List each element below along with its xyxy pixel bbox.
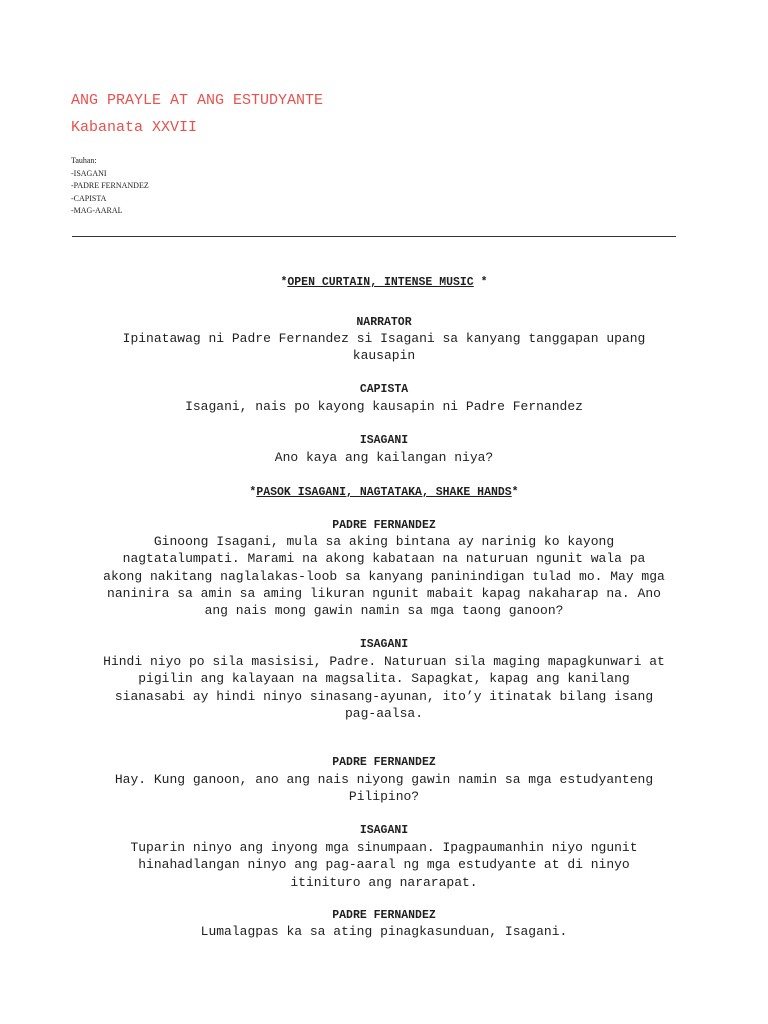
dialogue-line: kausapin (352, 348, 416, 364)
dialogue-line: Tuparin ninyo ang inyong mga sinumpaan. Ipagpaumanhin niyo ngunit (130, 840, 638, 855)
dialogue-line: ang nais mong gawin namin sa mga taong ganoon? (204, 603, 564, 619)
dialogue-line: Ipinatawag ni Padre Fernandez si Isagani sa kanyang tanggapan upang (122, 331, 646, 346)
dialogue-line: sianasabi ay hindi ninyo sinasang-ayunan, ito’y itinatak bilang isang (114, 688, 654, 704)
dialogue-line: Ginoong Isagani, mula sa aking bintana ay narinig ko kayong (153, 534, 615, 549)
speaker-name: ISAGANI (359, 638, 409, 651)
dialogue (60, 653, 708, 722)
dialogue-line: hinahadlangan ninyo ang pag-aaral ng mga estudyante at di ninyo (138, 857, 630, 873)
stage-direction (60, 274, 708, 291)
dialogue (60, 398, 708, 415)
dialogue-line: Hindi niyo po sila masisisi, Padre. Naturuan sila maging mapagkunwari at (103, 654, 665, 669)
speaker-name: ISAGANI (359, 434, 409, 447)
stage-direction-text: OPEN CURTAIN, INTENSE MUSIC (287, 276, 474, 289)
dialogue-line: Hay. Kung ganoon, ano ang nais niyong gawin namin sa mga estudyanteng (114, 772, 654, 787)
speaker-name: CAPISTA (359, 383, 409, 396)
speaker-name: NARRATOR (356, 316, 412, 329)
stage-direction-marker: * (249, 486, 257, 499)
dialogue-line: Isagani, nais po kayong kausapin ni Padre Fernandez (185, 399, 583, 414)
dialogue (60, 839, 708, 891)
stage-direction (60, 484, 708, 501)
stage-direction-marker: * (511, 486, 519, 499)
speaker-name: PADRE FERNANDEZ (332, 756, 436, 769)
dialogue-line: Lumalagpas ka sa ating pinagkasunduan, Isagani. (200, 924, 568, 939)
dialogue-line: akong nakitang naglalakas-loob sa kanyang paninindigan tulad mo. May mga (103, 568, 665, 584)
cast-member: -CAPISTA (71, 193, 107, 203)
dialogue (60, 330, 708, 365)
dialogue-line: naninira sa amin sa aming likuran ngunit mabait kapag nakaharap na. Ano (107, 585, 661, 601)
dialogue (60, 771, 708, 806)
stage-direction-text: PASOK ISAGANI, NAGTATAKA, SHAKE HANDS (256, 486, 512, 499)
dialogue (60, 923, 708, 940)
dialogue-line: Pilipino? (348, 789, 420, 805)
dialogue-line: pigilin ang kalayaan na magsalita. Sapagkat, kapag ang kanilang (138, 671, 630, 687)
dialogue (60, 449, 708, 466)
cast-member: -ISAGANI (71, 168, 107, 178)
stage-direction-marker: * (473, 276, 488, 289)
document-title: ANG PRAYLE AT ANG ESTUDYANTE (71, 92, 324, 109)
cast-heading: Tauhan: (71, 156, 97, 165)
cast-member: -MAG-AARAL (71, 206, 123, 216)
dialogue (60, 533, 708, 619)
dialogue-line: pag-aalsa. (344, 705, 423, 721)
speaker-name: PADRE FERNANDEZ (332, 909, 436, 922)
speaker-name: PADRE FERNANDEZ (332, 519, 436, 532)
stage-direction-marker: * (280, 276, 288, 289)
horizontal-divider (72, 236, 676, 237)
chapter-subtitle: Kabanata XXVII (71, 119, 198, 136)
dialogue-line: itinituro ang nararapat. (290, 874, 478, 890)
dialogue-line: nagtatalumpati. Marami na akong kabataan na naturuan ngunit wala pa (122, 551, 646, 567)
dialogue-line: Ano kaya ang kailangan niya? (274, 450, 494, 465)
cast-member: -PADRE FERNANDEZ (71, 181, 149, 191)
speaker-name: ISAGANI (359, 824, 409, 837)
cast-list (71, 155, 149, 218)
